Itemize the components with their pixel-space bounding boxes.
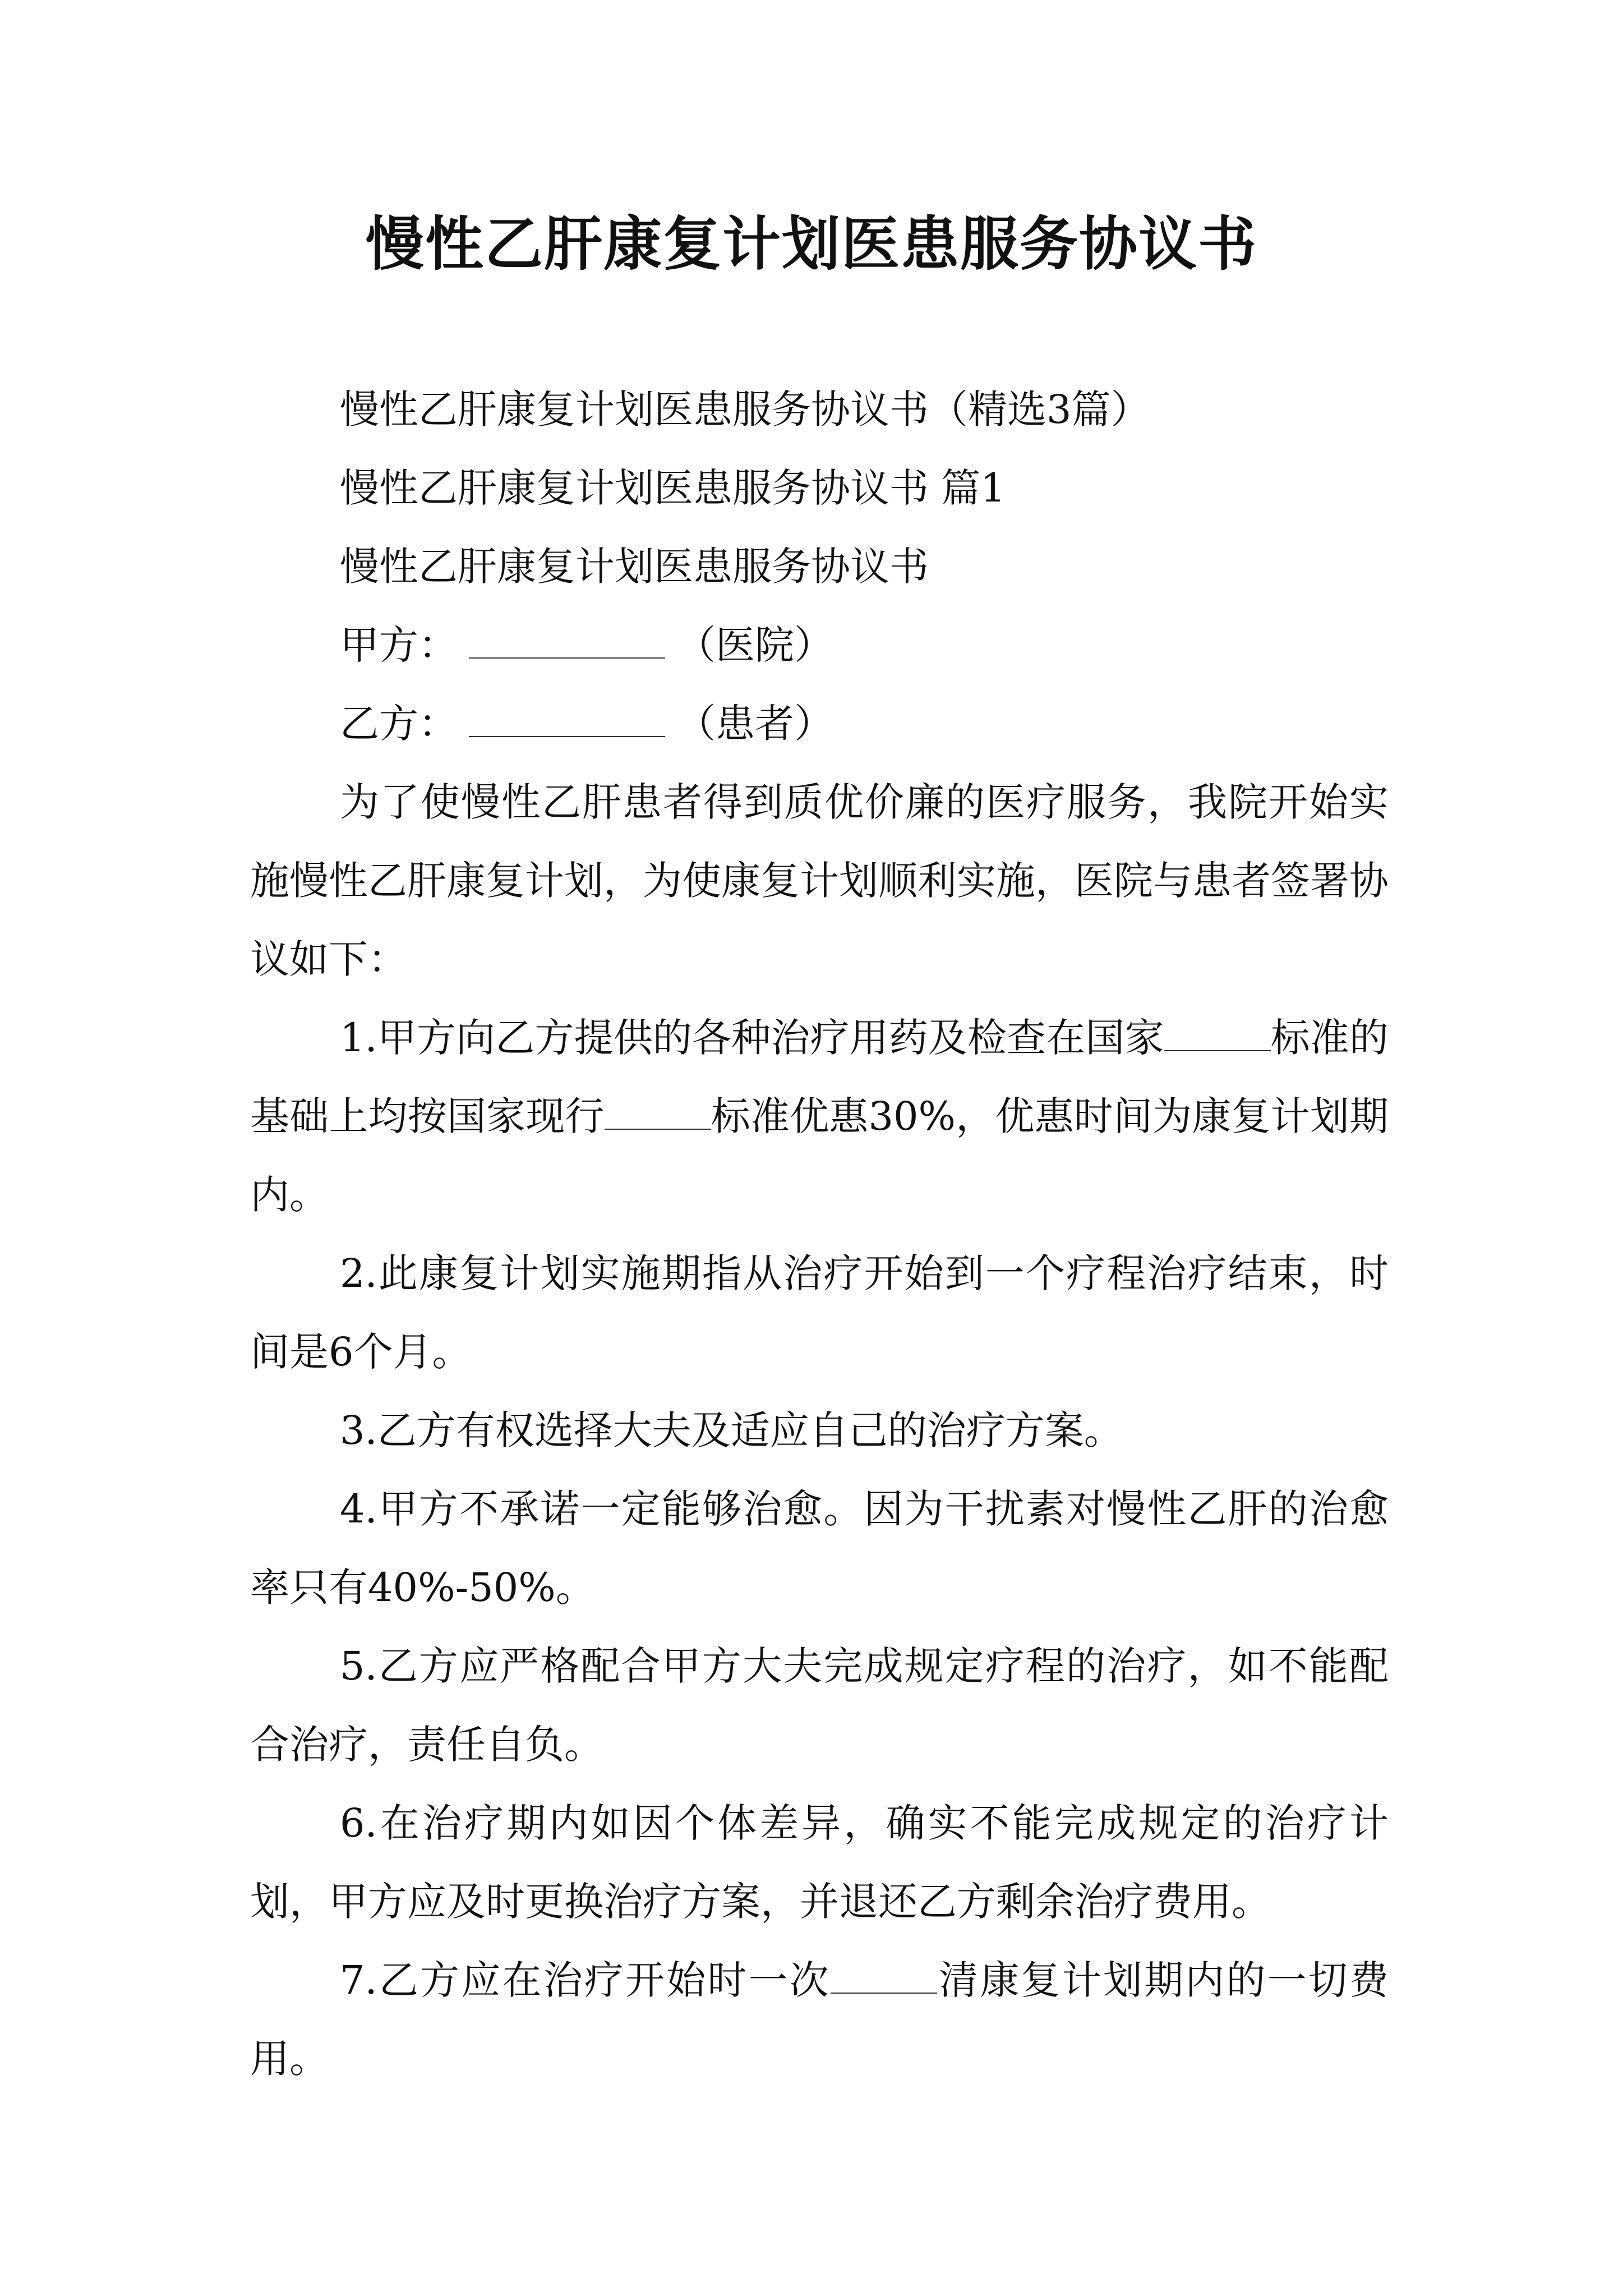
agreement-name: 慢性乙肝康复计划医患服务协议书 [340, 544, 929, 590]
clause-1-part-a: 1.甲方向乙方提供的各种治疗用药及检查在国家 [340, 1015, 1164, 1061]
document-body [250, 370, 1389, 2098]
clause-2: 2.此康复计划实施期指从治疗开始到一个疗程治疗结束，时间是6个月。 [250, 1250, 1389, 1375]
clause-1 [250, 999, 1389, 1234]
clause-4: 4.甲方不承诺一定能够治愈。因为干扰素对慢性乙肝的治愈率只有40%-50%。 [250, 1486, 1389, 1611]
clause-7-part-b: 清康复计划期内的一切费用。 [250, 1957, 1389, 2082]
party-a-label: 甲方： [340, 622, 458, 668]
subtitle-selected: 慢性乙肝康复计划医患服务协议书（精选3篇） [340, 386, 1150, 432]
clause-6: 6.在治疗期内如因个体差异，确实不能完成规定的治疗计划，甲方应及时更换治疗方案，并退还乙方剩余治疗费用。 [250, 1800, 1389, 1925]
clause-3: 3.乙方有权选择大夫及适应自己的治疗方案。 [340, 1407, 1123, 1453]
intro-paragraph: 为了使慢性乙肝患者得到质优价廉的医疗服务，我院开始实施慢性乙肝康复计划，为使康复计划顺利实施，医院与患者签署协议如下： [250, 779, 1389, 982]
clause-1-blank-2 [605, 1095, 711, 1130]
party-b-line [250, 684, 1389, 763]
document-title: 慢性乙肝康复计划医患服务协议书 [365, 210, 1257, 278]
clause-7 [250, 1941, 1389, 2098]
clause-5: 5.乙方应严格配合甲方大夫完成规定疗程的治疗，如不能配合治疗，责任自负。 [250, 1643, 1389, 1768]
clause-1-blank-1 [1164, 1016, 1271, 1051]
party-a-role: （医院） [676, 622, 833, 668]
party-b-blank [469, 702, 665, 737]
clause-1-part-c: 标准优惠30%，优惠时间为康复计划期内。 [250, 1093, 1389, 1218]
section-heading: 慢性乙肝康复计划医患服务协议书 篇1 [340, 465, 1006, 511]
party-b-role: （患者） [676, 701, 833, 747]
clause-7-part-a: 7.乙方应在治疗开始时一次 [340, 1957, 831, 2003]
party-b-label: 乙方： [340, 701, 458, 747]
party-a-blank [469, 624, 665, 659]
clause-1-part-b: 标准的基础上均按国家现行 [250, 1015, 1389, 1139]
clause-7-blank [831, 1959, 937, 1994]
party-a-line [250, 606, 1389, 684]
